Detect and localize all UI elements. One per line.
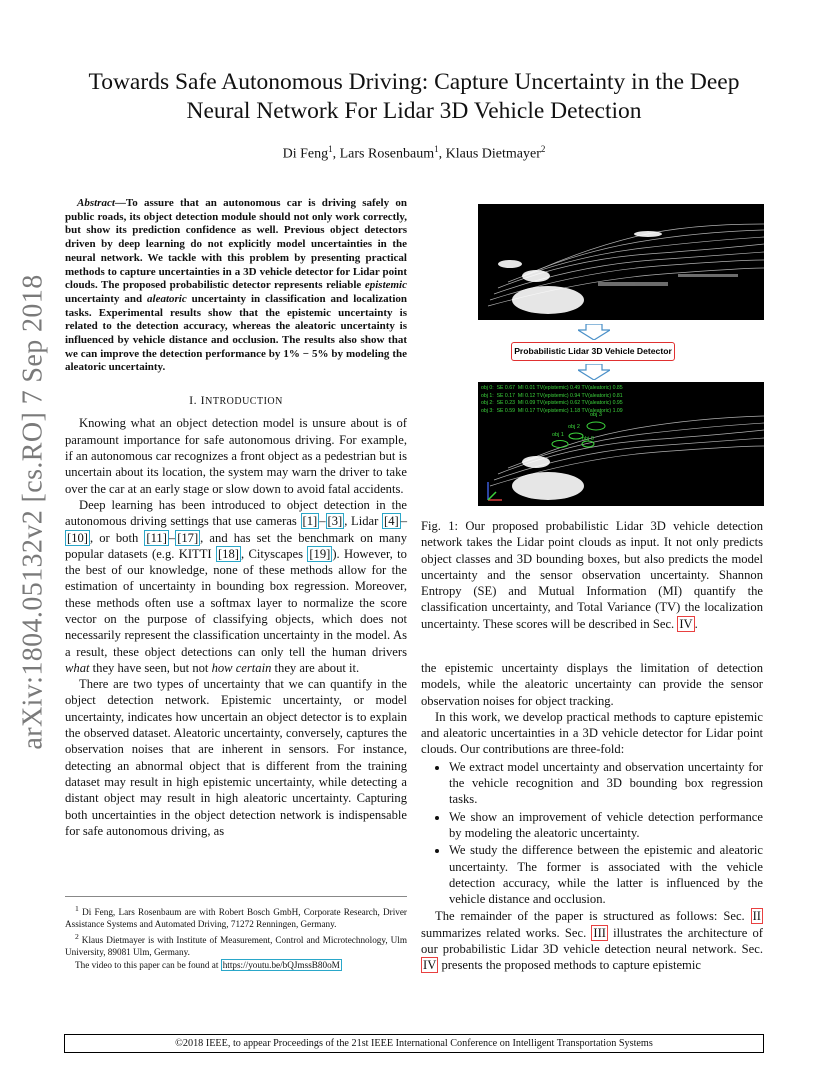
citation-link[interactable]: [19] xyxy=(309,546,331,561)
caption-label: Fig. 1: xyxy=(421,519,459,533)
intro-paragraph: Deep learning has been introduced to object detection in the autonomous driving settings that use cameras [1] – [3] , Lidar [4] –[10] , or both [11] – [17] , and has set the benchmark on many popular datasets (e.g. KITTI [18] , Cityscapes [19] ). However, to the best of our knowledge, none of these methods allow for the estimation of uncertainty in bounding box regression. Moreover, these methods often use a softmax layer to normalize the score vector on the purpose of classifying objects, which does not necessarily represent the classification uncertainty in the model. As a result, these object detections can only tell the human drivers what they have seen, but not how certain they are about it. xyxy=(65,497,407,675)
lidar-point-cloud-graphic xyxy=(478,204,764,320)
object-label: obj 0 xyxy=(582,436,594,442)
footnotes xyxy=(65,896,407,972)
section-heading xyxy=(65,392,407,410)
intro-paragraph: Knowing what an object detection model is unsure about is of paramount importance for safe autonomous driving. For example, if an autonomous car recognizes a front object as a pedestrian but is uncertain about its location, the system may warn the driver to take over the car at an early stage or slow down to avoid fatal accidents. xyxy=(65,416,407,496)
citation-link[interactable]: [17] xyxy=(177,530,199,545)
intro-paragraph: There are two types of uncertainty that we can quantify in the object detection network. Epistemic uncertainty, or model uncertainty, indicates how uncertain an object detector is to explain the observed dataset. Aleatoric uncertainty, conversely, captures the observation noises that are inherent in sensors. For instance, detecting an abnormal object that is different from the training dataset may result in high epistemic uncertainty, while detecting a distant object may result in high aleatoric uncertainty. Capturing both uncertainties in the object detection network is indispensable for safe autonomous driving, as xyxy=(65,677,407,838)
object-label: obj 1 xyxy=(552,432,564,438)
section-title-initial: I xyxy=(200,393,206,408)
author-affiliation: 1 xyxy=(328,144,333,154)
citation-link[interactable]: [4] xyxy=(384,514,399,529)
body-paragraph: the epistemic uncertainty displays the limitation of detection models, while the aleatoric uncertainty can provide the sensor observation noises for object tracking. xyxy=(421,661,763,708)
list-item: • We study the difference between the epistemic and aleatoric uncertainty. The former is associated with the vehicle detection accuracy, while the latter is influenced by the vehicle distance and occlusion. xyxy=(449,842,763,907)
body-paragraph: In this work, we develop practical methods to capture epistemic and aleatoric uncertainties in a 3D vehicle detector for Lidar point clouds. Our contributions are three-fold: xyxy=(421,709,763,757)
citation-link[interactable]: [18] xyxy=(217,546,239,561)
figure-caption: Fig. 1: Our proposed probabilistic Lidar 3D vehicle detection network takes the Lidar point clouds as input. It not only predicts object classes and 3D bounding boxes, but also predicts the model uncertainty and the sensor observation uncertainty. Shannon Entropy (SE) and Mutual Information (MI) quantify the classification uncertainty, and Total Variance (TV) the localization uncertainty. These scores will be described in Sec. IV . xyxy=(421,519,763,631)
footnote: The video to this paper can be found at https://youtu.be/bQJmssB80oM xyxy=(75,959,340,970)
list-item: • We extract model uncertainty and observation uncertainty for the vehicle recognition and 3D bounding box regression tasks. xyxy=(449,759,763,808)
citation-link[interactable]: [11] xyxy=(146,530,167,545)
contribution-list xyxy=(421,759,763,908)
citation-link[interactable]: [1] xyxy=(302,514,318,529)
author-affiliation: 2 xyxy=(540,144,546,154)
down-arrow-icon xyxy=(578,324,610,340)
down-arrow-icon xyxy=(578,364,610,380)
section-link[interactable]: IV xyxy=(679,616,693,631)
section-number: I. xyxy=(189,393,201,408)
object-label: obj 2 xyxy=(568,424,580,430)
video-link[interactable]: https://youtu.be/bQJmssB80oM xyxy=(222,959,340,970)
author-name: Di Feng xyxy=(282,146,329,162)
citation-link[interactable]: [3] xyxy=(327,514,343,529)
figure-1 xyxy=(478,204,764,504)
detector-label-box: Probabilistic Lidar 3D Vehicle Detector xyxy=(511,342,675,361)
caption-text: Our proposed probabilistic Lidar 3D vehicle detection network takes the Lidar point clouds as input. It not only predicts object classes and 3D bounding boxes, but also predicts the model uncertainty and the sensor observation uncertainty. Shannon Entropy (SE) and Mutual Information (MI) quantify the classification uncertainty, and Total Variance (TV) the localization uncertainty. These scores will be described in Sec. xyxy=(421,519,763,631)
section-title-rest: NTRODUCTION xyxy=(205,396,283,408)
lidar-input-image xyxy=(478,204,764,320)
lidar-output-image xyxy=(478,382,764,506)
arxiv-identifier xyxy=(6,252,62,772)
section-link[interactable]: IV xyxy=(423,958,437,973)
abstract-text: —To assure that an autonomous car is driving safely on public roads, its object detection module should not only work correctly, but show its prediction confidence as well. Previous object detectors driven by deep learning do not explicitly model uncertainties in the neural network. We tackle with this problem by presenting practical methods to capture uncertainties in a 3D vehicle detector for Lidar point clouds. The proposed probabilistic detector represents reliable xyxy=(65,197,407,292)
abstract-text: uncertainty and xyxy=(65,292,148,305)
abstract-text: uncertainty in classification and localization tasks. Experimental results show that the epistemic uncertainty is related to the detection accuracy, whereas the aleatoric uncertainty is influenced by vehicle distance and occlusion. The results also show that we can improve the detection performance by 1% − 5% by modeling the aleatoric uncertainty. xyxy=(65,292,408,374)
arxiv-id-text: arXiv:1804.05132v2 [cs.RO] 7 Sep 2018 xyxy=(18,274,50,750)
right-column-body xyxy=(421,660,763,974)
object-label: obj 3 xyxy=(590,412,602,418)
body-paragraph: The remainder of the paper is structured as follows: Sec. II summarizes related works. Sec. III illustrates the architecture of our probabilistic Lidar 3D vehicle detection neural network. Sec. IV presents the proposed methods to capture epistemic xyxy=(421,909,763,973)
abstract xyxy=(65,197,407,375)
section-link[interactable]: III xyxy=(593,925,606,940)
author-list: Di Feng$^1$, Lars Rosenbaum$^1$, Klaus Dietmayer$^2$ xyxy=(282,144,546,162)
left-column xyxy=(65,197,407,839)
author-name: Lars Rosenbaum xyxy=(339,146,435,162)
paper-title: Towards Safe Autonomous Driving: Capture Uncertainty in the Deep Neural Network For Lidar 3D Vehicle Detection xyxy=(88,69,740,124)
uncertainty-readout: obj 0: SE 0.67 MI 0.01 TV(epistemic) 0.49 TV(aleatoric) 0.85 obj 1: SE 0.17 MI 0.12 TV(epistemic) 0.94 TV(aleatoric) 0.81 obj 2: SE 0.23 MI 0.09 TV(epistemic) 0.62 TV(aleatoric) 0.95 obj 3: SE 0.59 MI 0.17 TV(epistemic) 1.18 TV(aleatoric) 1.09 xyxy=(481,385,623,414)
abstract-emphasis: epistemic xyxy=(364,279,407,292)
footnote: $^1$ Di Feng, Lars Rosenbaum are with Robert Bosch GmbH, Corporate Research, Driver Assistance Systems and Automated Driving, 71272 Renningen, Germany. xyxy=(65,904,407,929)
copyright-notice: ©2018 IEEE, to appear Proceedings of the 21st IEEE International Conference on Intelligent Transportation Systems xyxy=(64,1034,764,1053)
footnote: $^2$ Klaus Dietmayer is with Institute of Measurement, Control and Microtechnology, Ulm University, 89081 Ulm, Germany. xyxy=(65,932,407,957)
section-link[interactable]: II xyxy=(752,909,761,924)
citation-link[interactable]: [10] xyxy=(67,530,88,545)
author-affiliation: 1 xyxy=(434,144,439,154)
author-name: Klaus Dietmayer xyxy=(445,146,541,162)
abstract-emphasis: aleatoric xyxy=(147,292,187,305)
list-item: • We show an improvement of vehicle detection performance by modeling the aleatoric uncertainty. xyxy=(449,809,763,842)
abstract-label: Abstract xyxy=(77,197,115,209)
